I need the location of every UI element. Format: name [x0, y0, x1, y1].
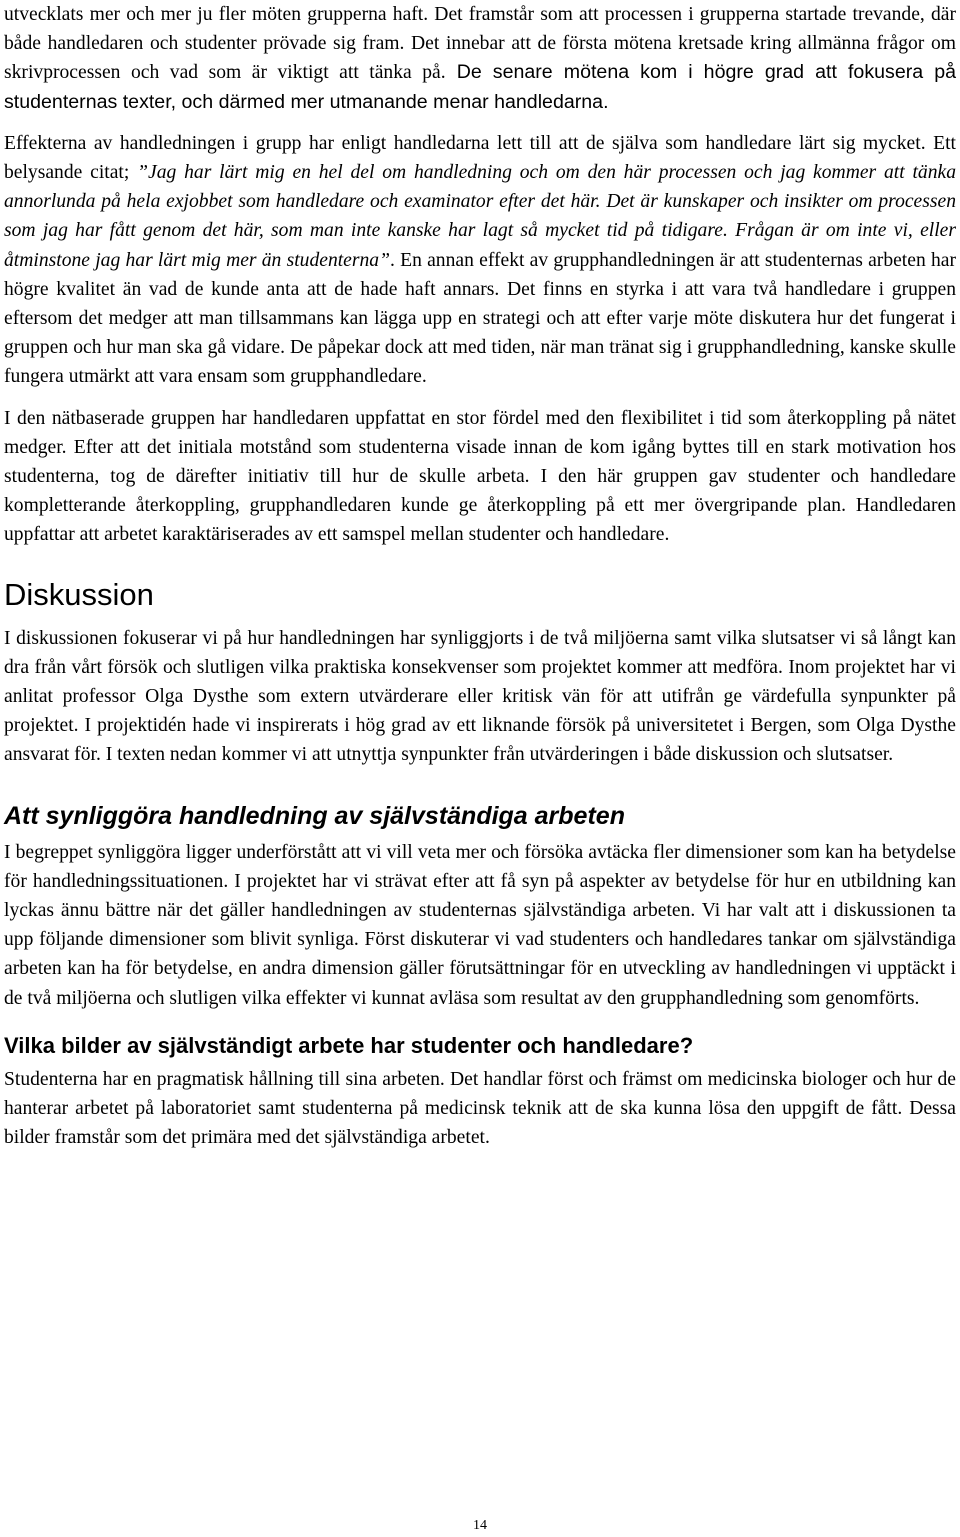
text-run: Effekterna av handledningen i grupp har enligt handledarna lett till att de själva som handledare lärt sig mycket. Ett belysande citat; [4, 132, 956, 184]
document-page [4, 0, 956, 1165]
paragraph-diskussion [4, 624, 956, 770]
page-number: 14 [473, 1518, 487, 1533]
text-run: I begreppet synliggöra ligger underförstått att vi vill veta mer och försöka avtäcka fler dimensioner som kan ha betydelse för handledningssituationen. I projektet har vi strävat efter att få syn på aspekter av betydelse för hur en utbildning kan lyckas ännu bättre när det gäller handledningen av studenternas självständiga arbeten. Vi har valt att i diskussionen ta upp följande dimensioner som blivit synliga. Först diskuterar vi vad studenters och handledares tankar om självständiga arbeten kan ha för betydelse, en andra dimension gäller förutsättningar för en utveckling av handledningen vi upptäckt i de två miljöerna och slutligen vilka effekter vi kunnat avläsa som resultat av den grupphandledning som genomförts. [4, 841, 956, 1009]
paragraph-group-process [4, 0, 956, 117]
heading-diskussion: Diskussion [4, 576, 154, 612]
text-run: utvecklats mer och mer ju fler möten grupperna haft. Det framstår som att processen i grupperna startade trevande, där både handledaren och studenter prövade sig fram. Det innebar att de första mötena kretsade kring allmänna frågor om skrivprocessen och vad som är viktigt att tänka på. [4, 4, 956, 84]
paragraph-effects [4, 129, 956, 392]
heading-synliggora: Att synliggöra handledning av självständiga arbeten [4, 801, 625, 830]
text-run: I den nätbaserade gruppen har handledaren uppfattat en stor fördel med den flexibilitet i tid som återkoppling på nätet medger. Efter att det initiala motstånd som studenterna visade innan de kom igång byttes till en stark motivation hos studenterna, tog de därefter initiativ till hur de skulle arbeta. I den här gruppen gav studenter och handledare kompletterande återkoppling, grupphandledaren kunde ge återkoppling på ett mer övergripande plan. Handledaren uppfattar att arbetet karaktäriserades av ett samspel mellan studenter och handledare. [4, 407, 956, 546]
paragraph-bilder [4, 1065, 956, 1153]
text-run: Studenterna har en pragmatisk hållning till sina arbeten. Det handlar först och främst om medicinska biologer och hur de hanterar arbetet på laboratoriet samt studenterna på medicinsk teknik att de ska kunna lösa den uppgift de fått. Dessa bilder framstår som det primära med det självständiga arbetet. [4, 1068, 956, 1149]
paragraph-web-group [4, 404, 956, 550]
heading-bilder: Vilka bilder av självständigt arbete har studenter och handledare? [4, 1032, 694, 1058]
text-run-sans: De senare mötena kom i högre grad att fokusera på studenternas texter, och därmed mer utmanande menar handledarna. [4, 61, 956, 113]
text-run: I diskussionen fokuserar vi på hur handledningen har synliggjorts i de två miljöerna samt vilka slutsatser vi så långt kan dra från vårt försök och slutligen vilka praktiska konsekvenser som projektet kommer att medföra. Inom projektet har vi anlitat professor Olga Dysthe som extern utvärderare eller kritisk vän för att utifrån ge värdefulla synpunkter på projektet. I projektidén hade vi inspirerats i hög grad av ett liknande försök på universitetet i Bergen, som Olga Dysthe ansvarat för. I texten nedan kommer vi att utnyttja synpunkter från utvärderingen i både diskussion och slutsatser. [4, 627, 956, 766]
paragraph-synliggora [4, 838, 956, 1013]
quote-text: ”Jag har lärt mig en hel del om handledning och om den här processen och jag kommer att tänka annorlunda på hela exjobbet som handledare och examinator efter det här. Det är kunskaper och insikter om processen som jag har fått genom det här, som man inte kanske har lagt så mycket tid på tidigare. Frågan är om inte vi, eller åtminstone jag har lärt mig mer än studenterna” [4, 162, 956, 271]
text-run: . En annan effekt av grupphandledningen är att studenternas arbeten har högre kvalitet än vad de kunde anta att de hade haft annars. Det finns en styrka i att vara två handledare i gruppen eftersom det medger att man tillsammans kan lägga upp en strategi och att efter varje möte diskutera hur det fungerat i gruppen och hur man ska gå vidare. De påpekar dock att med tiden, när man tränat sig i grupphandledning, kanske skulle fungera utmärkt att vara ensam som grupphandledare. [4, 249, 956, 388]
